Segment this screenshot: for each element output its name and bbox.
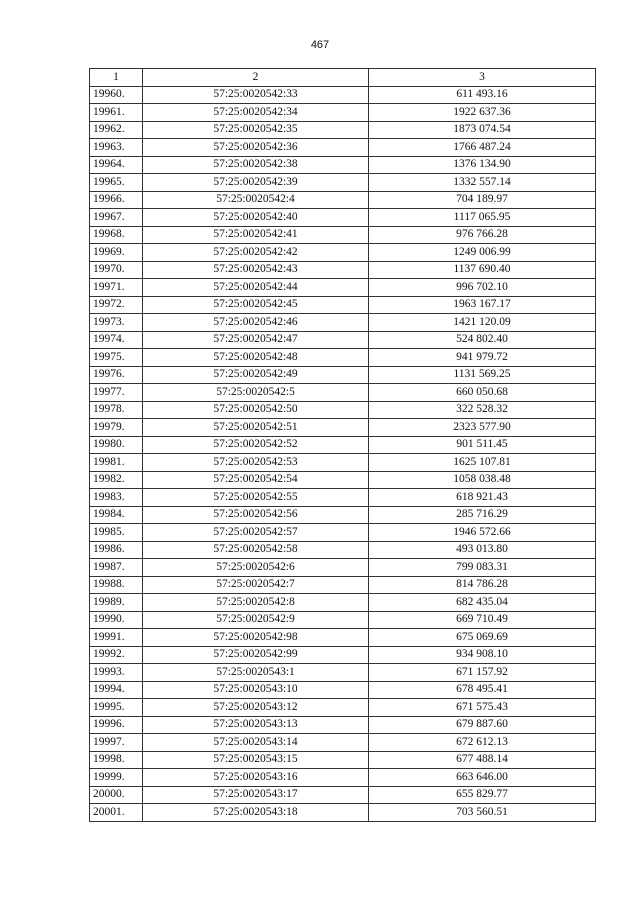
cadastral-value-cell: 941 979.72 [369, 349, 596, 367]
cadastral-number-cell: 57:25:0020542:98 [143, 629, 369, 647]
table-row [90, 174, 596, 192]
row-number-cell: 19976. [90, 366, 143, 384]
cadastral-number-cell: 57:25:0020542:5 [143, 384, 369, 402]
cadastral-number-cell: 57:25:0020542:46 [143, 314, 369, 332]
row-number-cell: 19992. [90, 646, 143, 664]
table-row [90, 86, 596, 104]
cadastral-number-cell: 57:25:0020542:48 [143, 349, 369, 367]
table-row [90, 664, 596, 682]
cadastral-number-cell: 57:25:0020542:54 [143, 471, 369, 489]
cadastral-value-cell: 675 069.69 [369, 629, 596, 647]
table-row [90, 769, 596, 787]
cadastral-value-cell: 2323 577.90 [369, 419, 596, 437]
cadastral-value-cell: 663 646.00 [369, 769, 596, 787]
cadastral-value-cell: 679 887.60 [369, 716, 596, 734]
table-row [90, 104, 596, 122]
row-number-cell: 20000. [90, 786, 143, 804]
table-row [90, 331, 596, 349]
row-number-cell: 19993. [90, 664, 143, 682]
cadastral-number-cell: 57:25:0020542:57 [143, 524, 369, 542]
table-row [90, 541, 596, 559]
row-number-cell: 19988. [90, 576, 143, 594]
row-number-cell: 19994. [90, 681, 143, 699]
cadastral-number-cell: 57:25:0020542:42 [143, 244, 369, 262]
cadastral-value-cell: 669 710.49 [369, 611, 596, 629]
cadastral-number-cell: 57:25:0020543:15 [143, 751, 369, 769]
row-number-cell: 19996. [90, 716, 143, 734]
row-number-cell: 19964. [90, 156, 143, 174]
row-number-cell: 19991. [90, 629, 143, 647]
cadastral-number-cell: 57:25:0020542:8 [143, 594, 369, 612]
cadastral-value-cell: 704 189.97 [369, 191, 596, 209]
row-number-cell: 19982. [90, 471, 143, 489]
table-header-row [90, 69, 596, 87]
table-row [90, 349, 596, 367]
row-number-cell: 19999. [90, 769, 143, 787]
table-row [90, 121, 596, 139]
table-row [90, 646, 596, 664]
cadastral-number-cell: 57:25:0020542:9 [143, 611, 369, 629]
row-number-cell: 19971. [90, 279, 143, 297]
cadastral-number-cell: 57:25:0020543:12 [143, 699, 369, 717]
cadastral-number-cell: 57:25:0020542:99 [143, 646, 369, 664]
cadastral-value-cell: 671 575.43 [369, 699, 596, 717]
row-number-cell: 19977. [90, 384, 143, 402]
table-row [90, 506, 596, 524]
table-row [90, 716, 596, 734]
cadastral-value-cell: 934 908.10 [369, 646, 596, 664]
column-header-cadastral-number: 2 [143, 69, 369, 87]
table-row [90, 611, 596, 629]
row-number-cell: 19995. [90, 699, 143, 717]
table-row [90, 156, 596, 174]
cadastral-value-cell: 1963 167.17 [369, 296, 596, 314]
cadastral-value-cell: 1873 074.54 [369, 121, 596, 139]
cadastral-value-cell: 618 921.43 [369, 489, 596, 507]
cadastral-number-cell: 57:25:0020543:14 [143, 734, 369, 752]
cadastral-number-cell: 57:25:0020542:40 [143, 209, 369, 227]
table-row [90, 681, 596, 699]
cadastral-number-cell: 57:25:0020542:33 [143, 86, 369, 104]
table-row [90, 384, 596, 402]
row-number-cell: 19983. [90, 489, 143, 507]
cadastral-value-cell: 1137 690.40 [369, 261, 596, 279]
cadastral-value-cell: 285 716.29 [369, 506, 596, 524]
table-row [90, 559, 596, 577]
row-number-cell: 19969. [90, 244, 143, 262]
cadastral-value-cell: 996 702.10 [369, 279, 596, 297]
row-number-cell: 20001. [90, 804, 143, 822]
table-row [90, 244, 596, 262]
cadastral-value-table [89, 68, 596, 822]
cadastral-value-cell: 814 786.28 [369, 576, 596, 594]
cadastral-value-cell: 611 493.16 [369, 86, 596, 104]
cadastral-value-cell: 682 435.04 [369, 594, 596, 612]
row-number-cell: 19970. [90, 261, 143, 279]
cadastral-value-cell: 1249 006.99 [369, 244, 596, 262]
table-body [90, 86, 596, 821]
table-row [90, 401, 596, 419]
cadastral-number-cell: 57:25:0020542:39 [143, 174, 369, 192]
table-row [90, 261, 596, 279]
row-number-cell: 19973. [90, 314, 143, 332]
table-row [90, 594, 596, 612]
cadastral-number-cell: 57:25:0020542:7 [143, 576, 369, 594]
cadastral-value-cell: 678 495.41 [369, 681, 596, 699]
cadastral-value-cell: 901 511.45 [369, 436, 596, 454]
cadastral-number-cell: 57:25:0020543:13 [143, 716, 369, 734]
table-row [90, 629, 596, 647]
cadastral-number-cell: 57:25:0020542:4 [143, 191, 369, 209]
row-number-cell: 19961. [90, 104, 143, 122]
row-number-cell: 19966. [90, 191, 143, 209]
cadastral-value-cell: 799 083.31 [369, 559, 596, 577]
cadastral-number-cell: 57:25:0020543:16 [143, 769, 369, 787]
row-number-cell: 19997. [90, 734, 143, 752]
cadastral-value-cell: 976 766.28 [369, 226, 596, 244]
cadastral-number-cell: 57:25:0020543:10 [143, 681, 369, 699]
cadastral-number-cell: 57:25:0020542:47 [143, 331, 369, 349]
cadastral-number-cell: 57:25:0020542:53 [143, 454, 369, 472]
table-row [90, 279, 596, 297]
cadastral-number-cell: 57:25:0020542:35 [143, 121, 369, 139]
row-number-cell: 19989. [90, 594, 143, 612]
table-row [90, 471, 596, 489]
table-row [90, 804, 596, 822]
cadastral-number-cell: 57:25:0020542:50 [143, 401, 369, 419]
cadastral-number-cell: 57:25:0020542:44 [143, 279, 369, 297]
table-row [90, 524, 596, 542]
row-number-cell: 19986. [90, 541, 143, 559]
table-row [90, 296, 596, 314]
cadastral-number-cell: 57:25:0020543:18 [143, 804, 369, 822]
cadastral-number-cell: 57:25:0020542:36 [143, 139, 369, 157]
cadastral-value-cell: 671 157.92 [369, 664, 596, 682]
cadastral-value-cell: 493 013.80 [369, 541, 596, 559]
table-row [90, 734, 596, 752]
table-row [90, 314, 596, 332]
row-number-cell: 19998. [90, 751, 143, 769]
table-row [90, 454, 596, 472]
row-number-cell: 19987. [90, 559, 143, 577]
cadastral-number-cell: 57:25:0020542:34 [143, 104, 369, 122]
table-row [90, 366, 596, 384]
table-row [90, 419, 596, 437]
row-number-cell: 19968. [90, 226, 143, 244]
row-number-cell: 19980. [90, 436, 143, 454]
cadastral-number-cell: 57:25:0020542:43 [143, 261, 369, 279]
row-number-cell: 19978. [90, 401, 143, 419]
cadastral-value-cell: 677 488.14 [369, 751, 596, 769]
cadastral-value-cell: 1625 107.81 [369, 454, 596, 472]
cadastral-value-cell: 660 050.68 [369, 384, 596, 402]
page-number: 467 [310, 39, 330, 51]
cadastral-value-cell: 1332 557.14 [369, 174, 596, 192]
row-number-cell: 19979. [90, 419, 143, 437]
cadastral-number-cell: 57:25:0020542:6 [143, 559, 369, 577]
cadastral-number-cell: 57:25:0020542:58 [143, 541, 369, 559]
row-number-cell: 19981. [90, 454, 143, 472]
cadastral-value-cell: 1766 487.24 [369, 139, 596, 157]
row-number-cell: 19963. [90, 139, 143, 157]
cadastral-number-cell: 57:25:0020542:41 [143, 226, 369, 244]
cadastral-number-cell: 57:25:0020543:1 [143, 664, 369, 682]
table-row [90, 751, 596, 769]
cadastral-value-cell: 1376 134.90 [369, 156, 596, 174]
row-number-cell: 19974. [90, 331, 143, 349]
cadastral-number-cell: 57:25:0020542:55 [143, 489, 369, 507]
cadastral-value-cell: 322 528.32 [369, 401, 596, 419]
cadastral-value-cell: 1946 572.66 [369, 524, 596, 542]
row-number-cell: 19990. [90, 611, 143, 629]
cadastral-value-cell: 1058 038.48 [369, 471, 596, 489]
row-number-cell: 19967. [90, 209, 143, 227]
cadastral-number-cell: 57:25:0020542:56 [143, 506, 369, 524]
table-row [90, 489, 596, 507]
row-number-cell: 19984. [90, 506, 143, 524]
column-header-number: 1 [90, 69, 143, 87]
table-row [90, 226, 596, 244]
row-number-cell: 19972. [90, 296, 143, 314]
table-row [90, 139, 596, 157]
cadastral-value-cell: 703 560.51 [369, 804, 596, 822]
cadastral-number-cell: 57:25:0020542:49 [143, 366, 369, 384]
cadastral-number-cell: 57:25:0020543:17 [143, 786, 369, 804]
table-row [90, 786, 596, 804]
cadastral-value-cell: 1131 569.25 [369, 366, 596, 384]
cadastral-number-cell: 57:25:0020542:38 [143, 156, 369, 174]
table-row [90, 576, 596, 594]
row-number-cell: 19975. [90, 349, 143, 367]
column-header-value: 3 [369, 69, 596, 87]
cadastral-number-cell: 57:25:0020542:51 [143, 419, 369, 437]
cadastral-value-cell: 672 612.13 [369, 734, 596, 752]
row-number-cell: 19960. [90, 86, 143, 104]
cadastral-value-cell: 655 829.77 [369, 786, 596, 804]
cadastral-value-cell: 1922 637.36 [369, 104, 596, 122]
table-row [90, 191, 596, 209]
table-row [90, 436, 596, 454]
table-row [90, 699, 596, 717]
cadastral-value-cell: 524 802.40 [369, 331, 596, 349]
row-number-cell: 19962. [90, 121, 143, 139]
row-number-cell: 19965. [90, 174, 143, 192]
cadastral-value-cell: 1421 120.09 [369, 314, 596, 332]
cadastral-number-cell: 57:25:0020542:45 [143, 296, 369, 314]
table-row [90, 209, 596, 227]
cadastral-value-cell: 1117 065.95 [369, 209, 596, 227]
cadastral-number-cell: 57:25:0020542:52 [143, 436, 369, 454]
row-number-cell: 19985. [90, 524, 143, 542]
